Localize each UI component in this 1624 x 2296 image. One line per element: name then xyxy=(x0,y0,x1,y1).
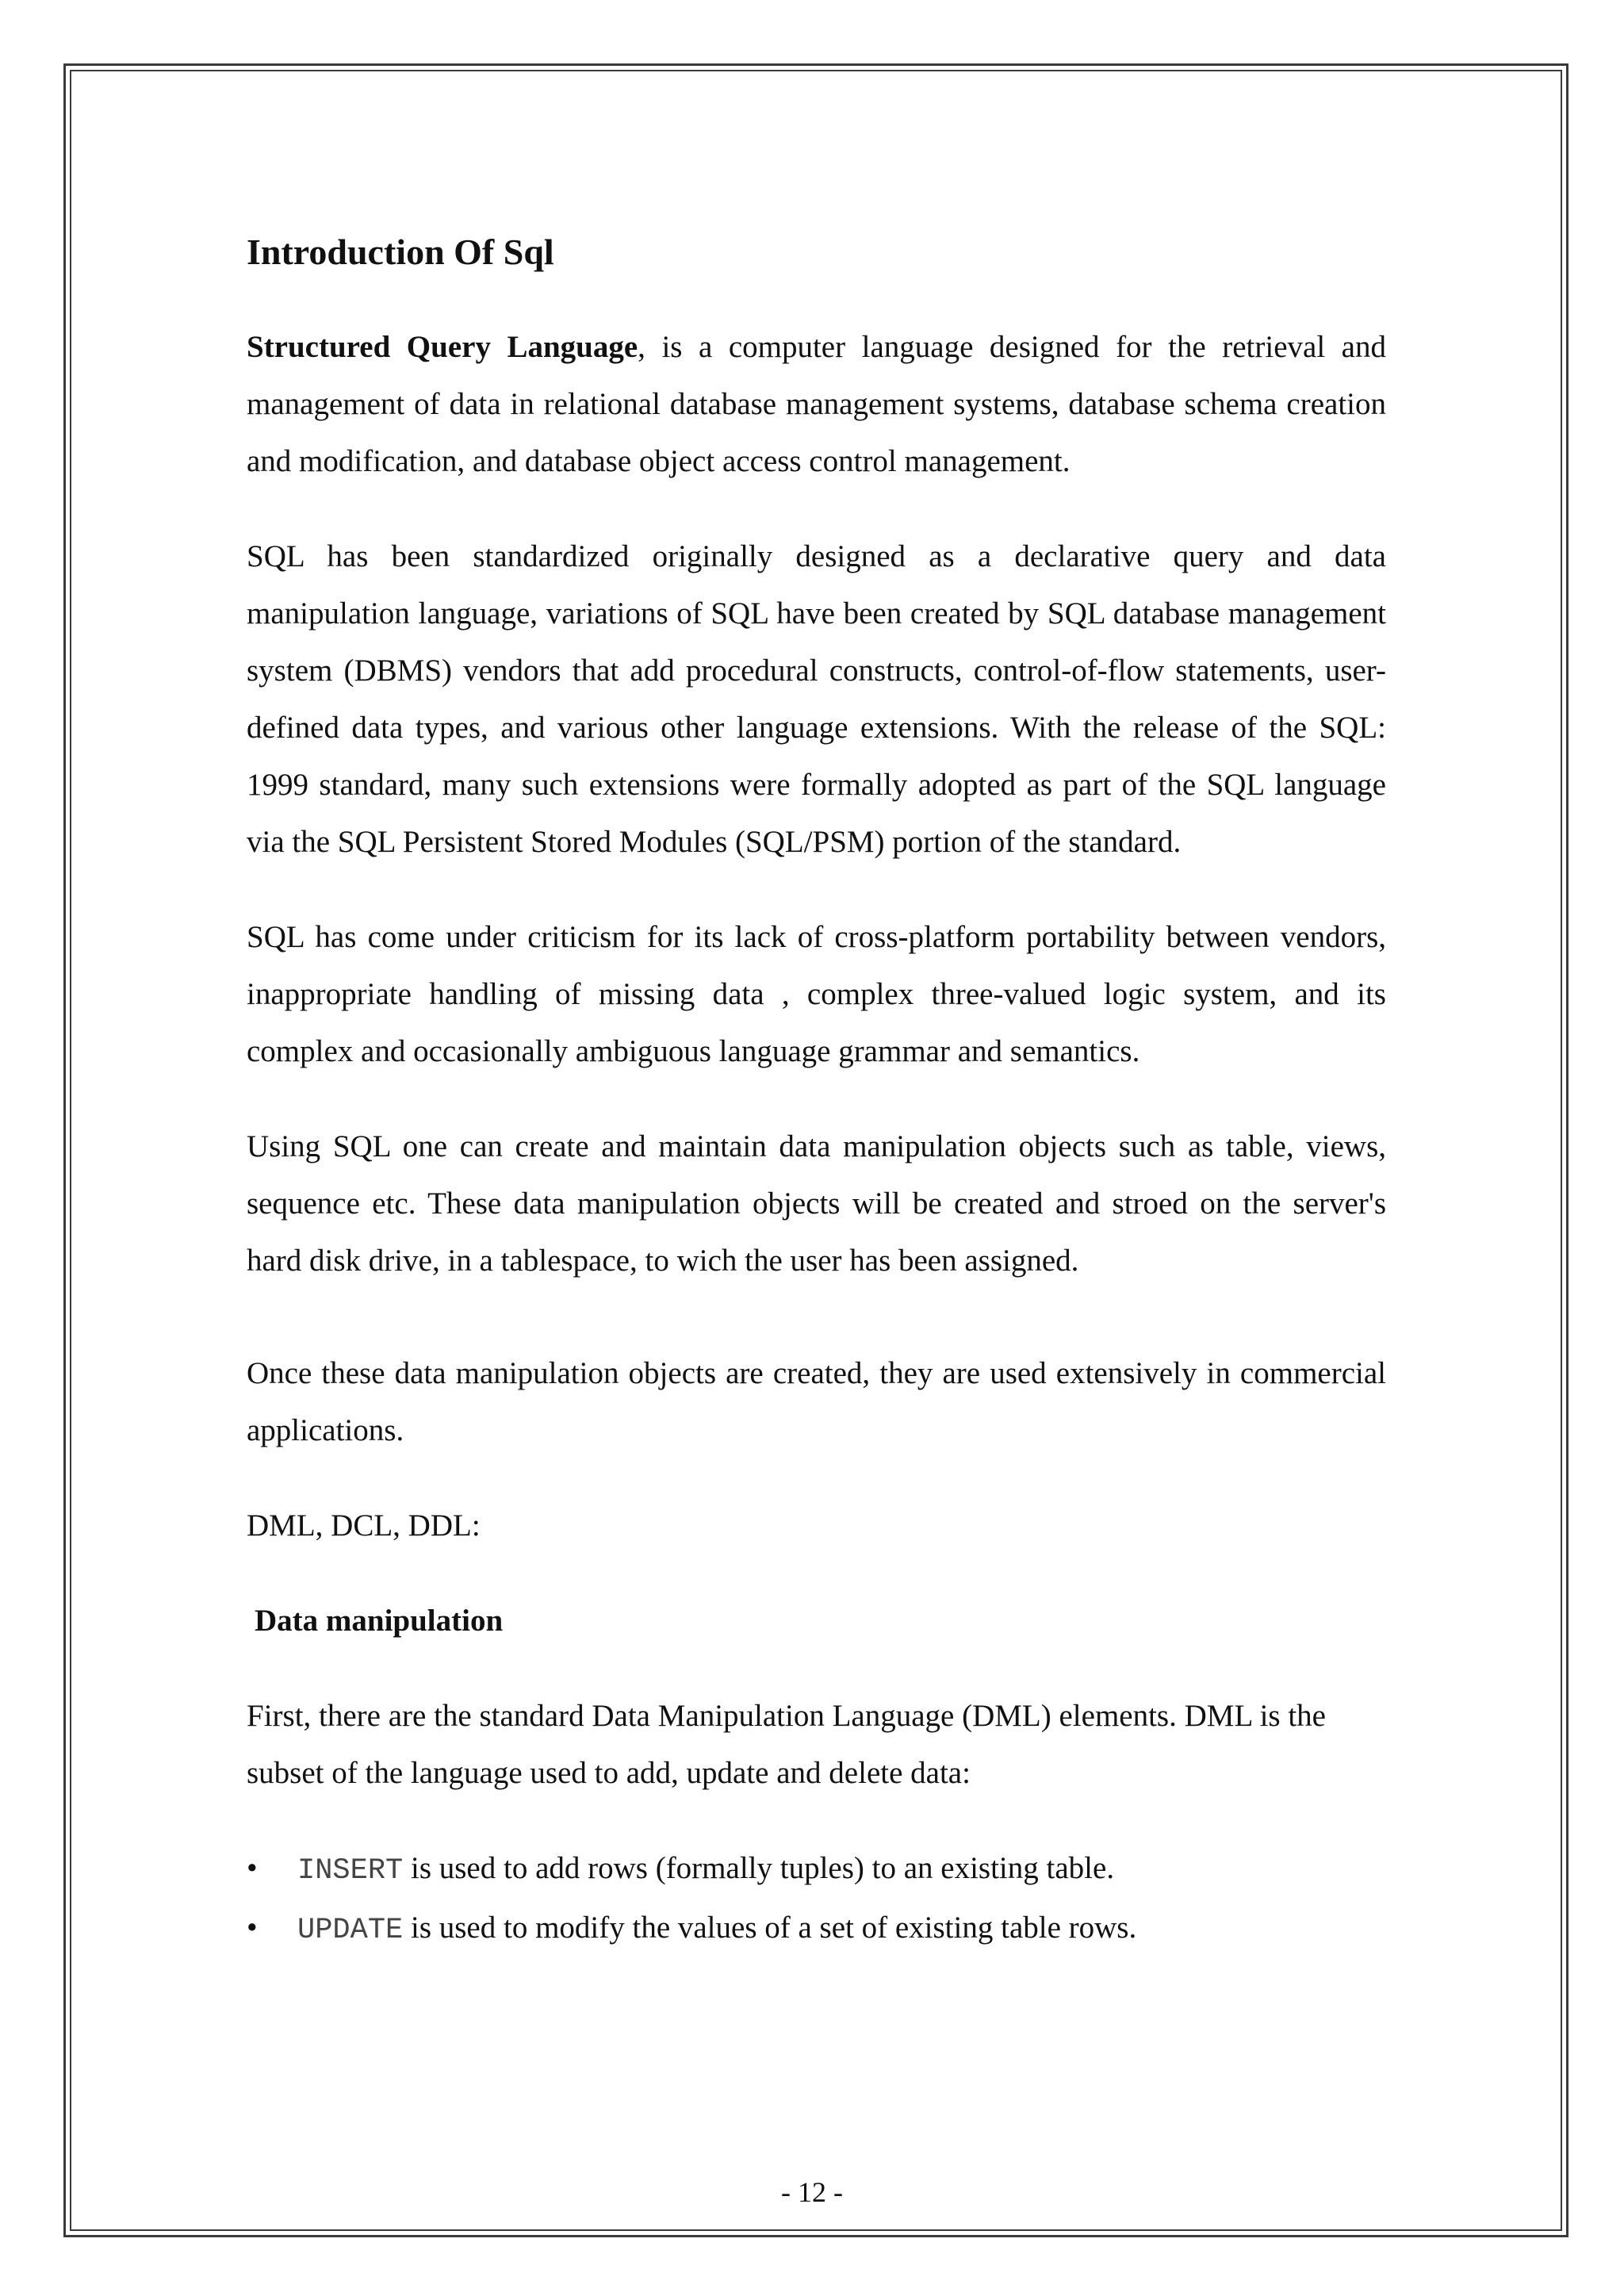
term-structured-query-language: Structured Query Language xyxy=(247,330,638,364)
code-update: UPDATE xyxy=(297,1914,404,1947)
list-item-text: is used to add rows (formally tuples) to an existing table. xyxy=(403,1851,1115,1885)
list-item-text: is used to modify the values of a set of existing table rows. xyxy=(403,1911,1137,1945)
paragraph-criticism: SQL has come under criticism for its lack of cross-platform portability between vendors, inappropriate handling of missing data , complex three-valued logic system, and its complex and occasionally ambiguous language grammar and semantics. xyxy=(247,920,1386,1068)
document-body xyxy=(247,224,1386,1959)
paragraph-applications: Once these data manipulation objects are created, they are used extensively in commercial applications. xyxy=(247,1356,1386,1447)
dml-command-list xyxy=(247,1840,1386,1959)
list-item-insert xyxy=(247,1840,1386,1899)
bullet-icon: • xyxy=(247,1911,258,1945)
paragraph-definition xyxy=(247,319,1386,490)
bullet-icon: • xyxy=(247,1851,258,1885)
definition-text: , is a computer language designed for the retrieval and management of data in relational database management systems, database schema creation and modification, and database object access control management. xyxy=(247,330,1386,478)
paragraph-dml-dcl-ddl: DML, DCL, DDL: xyxy=(247,1508,481,1543)
code-insert: INSERT xyxy=(297,1854,404,1888)
list-item-update xyxy=(247,1899,1386,1959)
paragraph-standardization: SQL has been standardized originally designed as a declarative query and data manipulation language, variations of SQL have been created by SQL database management system (DBMS) vendors that add procedural constructs, control-of-flow statements, user-defined data types, and various other language extensions. With the release of the SQL: 1999 standard, many such extensions were formally adopted as part of the SQL language via the SQL Persistent Stored Modules (SQL/PSM) portion of the standard. xyxy=(247,539,1386,859)
page-number: - 12 - xyxy=(781,2176,843,2208)
subheading-data-manipulation: Data manipulation xyxy=(255,1604,504,1638)
paragraph-dml-intro: First, there are the standard Data Manipulation Language (DML) elements. DML is the subset of the language used to add, update and delete data: xyxy=(247,1699,1326,1790)
section-heading: Introduction Of Sql xyxy=(247,232,554,272)
paragraph-objects: Using SQL one can create and maintain data manipulation objects such as table, views, sequence etc. These data manipulation objects will be created and stroed on the server's hard disk drive, in a tablespace, to wich the user has been assigned. xyxy=(247,1129,1386,1278)
